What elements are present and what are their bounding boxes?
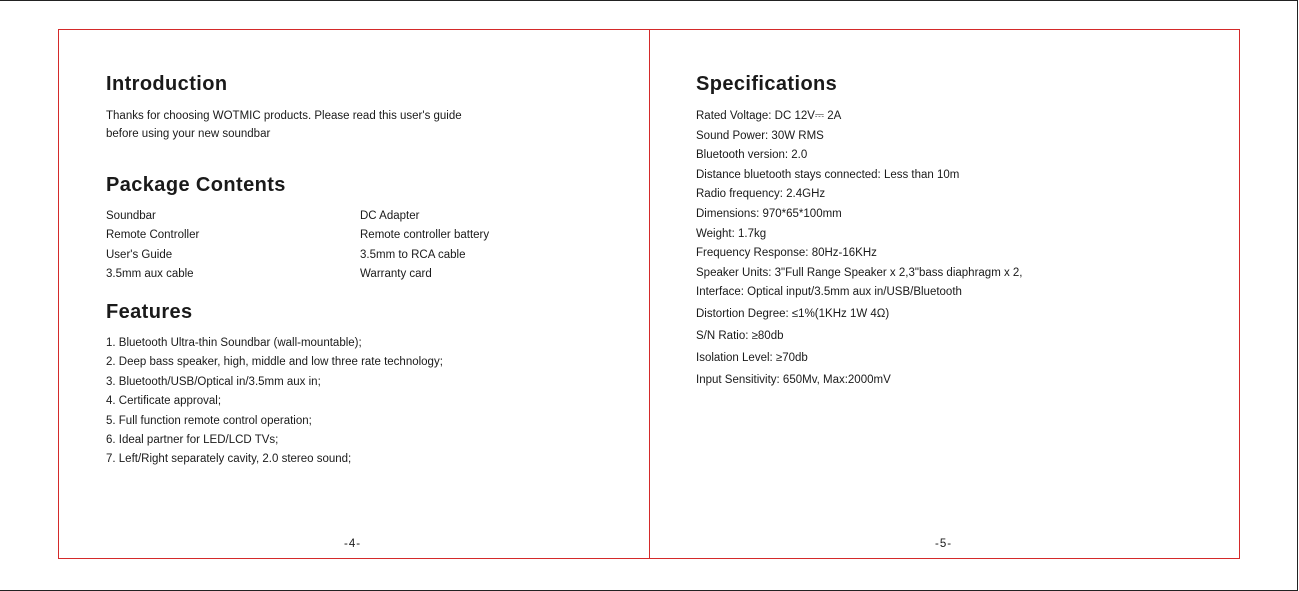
feature-item: 1. Bluetooth Ultra-thin Soundbar (wall-mountable); [106, 337, 362, 349]
features-list [106, 334, 443, 470]
manual-page-right [649, 29, 1240, 559]
spec-item: Speaker Units: 3"Full Range Speaker x 2,3"bass diaphragm x 2, [696, 266, 1023, 279]
spec-item: Rated Voltage: DC 12V⎓ 2A [696, 110, 842, 122]
spec-item: Bluetooth version: 2.0 [696, 149, 808, 162]
package-item: Remote controller battery [360, 229, 490, 242]
package-contents-column-1 [106, 207, 199, 284]
package-contents-heading: Package Contents [106, 174, 286, 196]
page-number: -4- [344, 538, 362, 550]
package-item: 3.5mm aux cable [106, 267, 194, 280]
package-item: DC Adapter [360, 210, 420, 222]
introduction-text-line-2: before using your new soundbar [106, 128, 271, 140]
spec-item: S/N Ratio: ≥80db [696, 329, 784, 342]
package-item: Remote Controller [106, 229, 200, 242]
feature-item: 5. Full function remote control operation; [106, 414, 312, 427]
package-contents-column-2 [360, 207, 489, 284]
features-heading: Features [106, 301, 193, 323]
spec-item: Interface: Optical input/3.5mm aux in/USB/Bluetooth [696, 286, 962, 299]
introduction-heading: Introduction [106, 73, 228, 95]
manual-page-left [58, 29, 650, 559]
spec-item: Isolation Level: ≥70db [696, 351, 808, 364]
package-item: Warranty card [360, 267, 432, 280]
specifications-heading: Specifications [696, 73, 838, 95]
feature-item: 3. Bluetooth/USB/Optical in/3.5mm aux in; [106, 375, 321, 388]
page-number: -5- [935, 538, 953, 550]
package-item: 3.5mm to RCA cable [360, 248, 466, 261]
spec-item: Sound Power: 30W RMS [696, 129, 824, 142]
package-item: User's Guide [106, 248, 173, 261]
spec-item: Dimensions: 970*65*100mm [696, 207, 842, 220]
feature-item: 7. Left/Right separately cavity, 2.0 stereo sound; [106, 453, 352, 466]
spec-item: Distance bluetooth stays connected: Less than 10m [696, 168, 960, 181]
spec-item: Input Sensitivity: 650Mv, Max:2000mV [696, 373, 891, 386]
specifications-list [696, 107, 1023, 391]
spec-item: Frequency Response: 80Hz-16KHz [696, 247, 877, 260]
feature-item: 4. Certificate approval; [106, 395, 222, 408]
feature-item: 2. Deep bass speaker, high, middle and low three rate technology; [106, 356, 443, 369]
spec-item: Radio frequency: 2.4GHz [696, 188, 826, 201]
introduction-text-line-1: Thanks for choosing WOTMIC products. Please read this user's guide [106, 110, 462, 122]
spec-item: Distortion Degree: ≤1%(1KHz 1W 4Ω) [696, 307, 890, 320]
package-item: Soundbar [106, 210, 156, 222]
spec-item: Weight: 1.7kg [696, 227, 767, 240]
feature-item: 6. Ideal partner for LED/LCD TVs; [106, 434, 279, 447]
